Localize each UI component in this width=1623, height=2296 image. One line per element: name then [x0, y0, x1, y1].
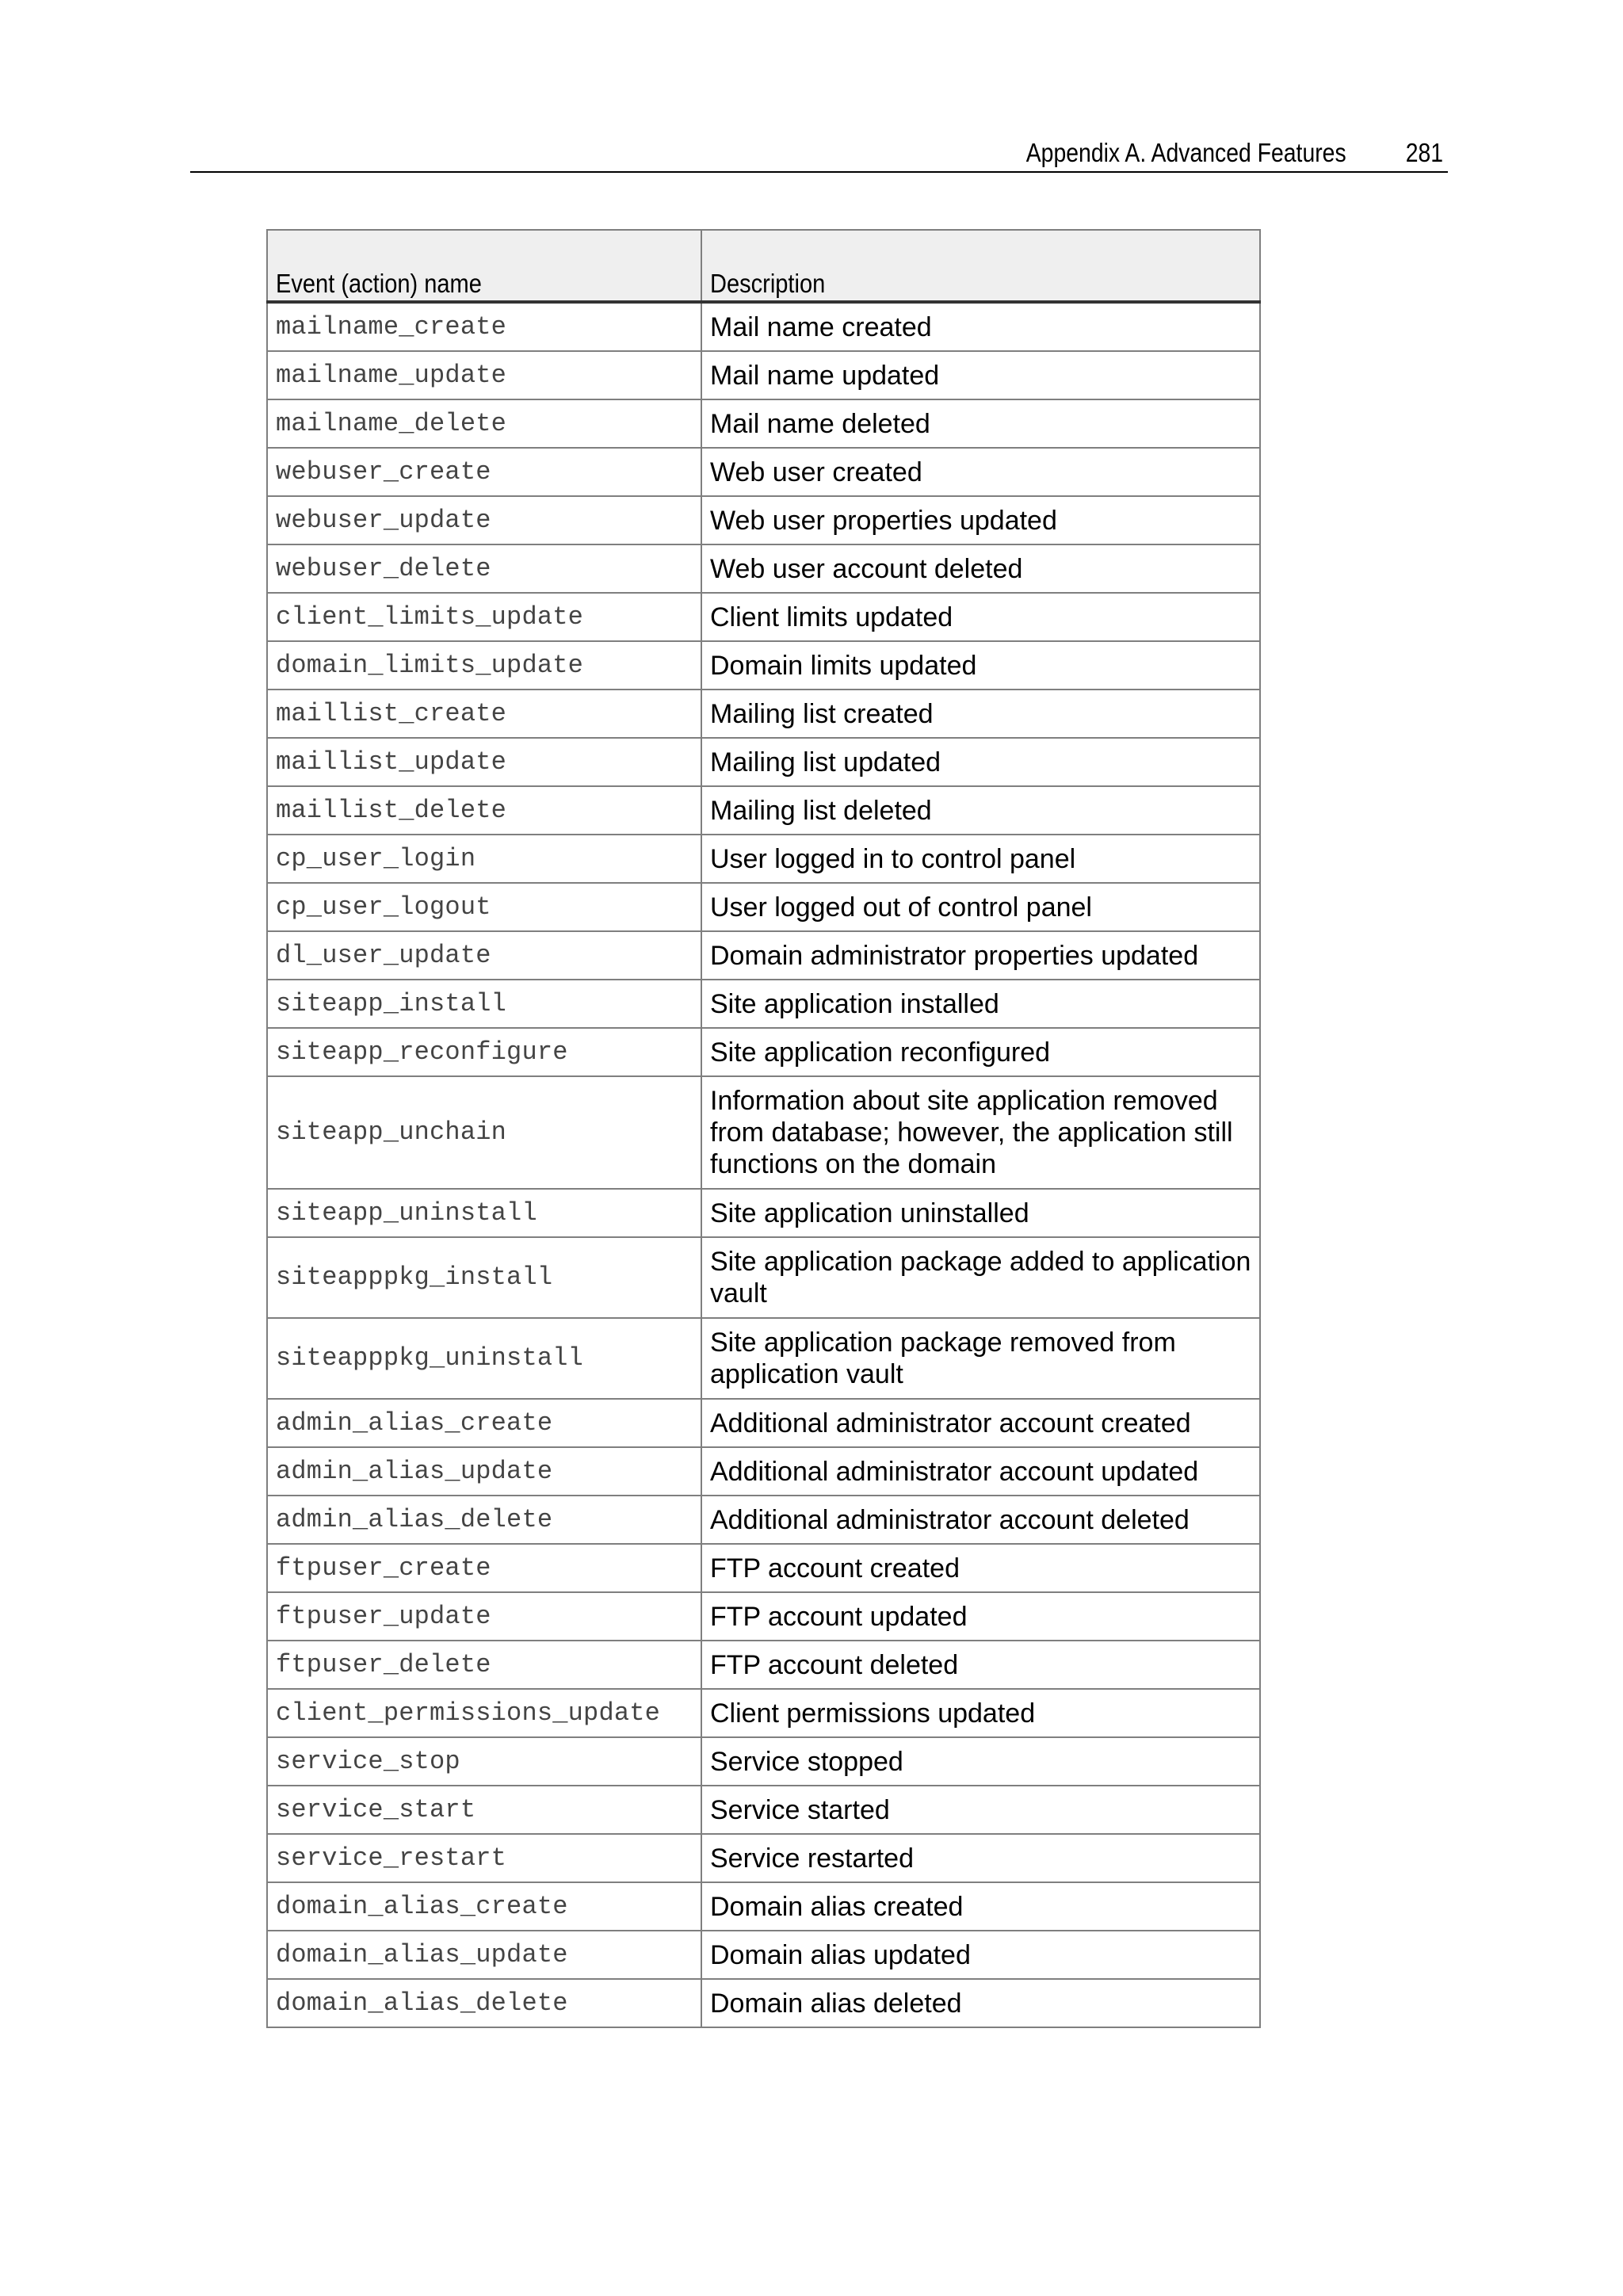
- description-cell: Mailing list updated: [701, 738, 1260, 786]
- table-row: [267, 690, 1260, 738]
- description-cell: User logged in to control panel: [701, 835, 1260, 883]
- event-name-cell: ftpuser_update: [267, 1592, 701, 1641]
- table-row: [267, 1834, 1260, 1882]
- event-name-cell: domain_limits_update: [267, 641, 701, 690]
- event-name-cell: mailname_update: [267, 351, 701, 399]
- description-cell: Mail name created: [701, 302, 1260, 351]
- event-name-cell: service_start: [267, 1786, 701, 1834]
- event-name-cell: webuser_delete: [267, 544, 701, 593]
- table-row: [267, 883, 1260, 931]
- description-cell: Domain alias updated: [701, 1931, 1260, 1979]
- event-name-cell: admin_alias_create: [267, 1399, 701, 1447]
- event-name-cell: cp_user_logout: [267, 883, 701, 931]
- column-header-description: Description: [701, 230, 1260, 302]
- event-name-cell: webuser_update: [267, 496, 701, 544]
- event-name-cell: siteapppkg_install: [267, 1237, 701, 1318]
- table-row: [267, 1786, 1260, 1834]
- description-cell: Information about site application removed from database; however, the application still functions on the domain: [701, 1076, 1260, 1189]
- description-cell: FTP account created: [701, 1544, 1260, 1592]
- table-row: [267, 593, 1260, 641]
- event-name-cell: client_permissions_update: [267, 1689, 701, 1737]
- event-name-cell: cp_user_login: [267, 835, 701, 883]
- event-name-cell: mailname_create: [267, 302, 701, 351]
- table-row: [267, 1447, 1260, 1496]
- event-name-cell: siteapp_reconfigure: [267, 1028, 701, 1076]
- table-row: [267, 1592, 1260, 1641]
- description-cell: Service started: [701, 1786, 1260, 1834]
- table-row: [267, 1189, 1260, 1237]
- table-body: [267, 302, 1260, 2027]
- description-cell: Domain limits updated: [701, 641, 1260, 690]
- description-cell: Site application reconfigured: [701, 1028, 1260, 1076]
- table-row: [267, 1544, 1260, 1592]
- event-name-cell: service_restart: [267, 1834, 701, 1882]
- event-name-cell: admin_alias_update: [267, 1447, 701, 1496]
- table-row: [267, 1641, 1260, 1689]
- event-name-cell: webuser_create: [267, 448, 701, 496]
- event-name-cell: siteapppkg_uninstall: [267, 1318, 701, 1399]
- event-name-cell: maillist_delete: [267, 786, 701, 835]
- table-row: [267, 1979, 1260, 2027]
- description-cell: Additional administrator account updated: [701, 1447, 1260, 1496]
- event-name-cell: ftpuser_create: [267, 1544, 701, 1592]
- description-cell: Mailing list created: [701, 690, 1260, 738]
- description-cell: Domain alias deleted: [701, 1979, 1260, 2027]
- table-row: [267, 738, 1260, 786]
- description-cell: Mail name updated: [701, 351, 1260, 399]
- description-cell: Service restarted: [701, 1834, 1260, 1882]
- description-cell: Mailing list deleted: [701, 786, 1260, 835]
- description-cell: Web user account deleted: [701, 544, 1260, 593]
- table-row: [267, 1076, 1260, 1189]
- table-header-row: [267, 230, 1260, 302]
- description-cell: Site application package added to application vault: [701, 1237, 1260, 1318]
- event-name-cell: domain_alias_create: [267, 1882, 701, 1931]
- description-cell: Client limits updated: [701, 593, 1260, 641]
- event-name-cell: maillist_update: [267, 738, 701, 786]
- page-header: [190, 133, 1448, 173]
- event-name-cell: siteapp_unchain: [267, 1076, 701, 1189]
- description-cell: Client permissions updated: [701, 1689, 1260, 1737]
- event-name-cell: dl_user_update: [267, 931, 701, 980]
- table-row: [267, 1931, 1260, 1979]
- table-row: [267, 931, 1260, 980]
- description-cell: Site application uninstalled: [701, 1189, 1260, 1237]
- chapter-title: Appendix A. Advanced Features: [1026, 138, 1346, 167]
- event-name-cell: admin_alias_delete: [267, 1496, 701, 1544]
- event-name-cell: siteapp_install: [267, 980, 701, 1028]
- description-cell: Service stopped: [701, 1737, 1260, 1786]
- event-name-cell: client_limits_update: [267, 593, 701, 641]
- table-row: [267, 399, 1260, 448]
- event-name-cell: mailname_delete: [267, 399, 701, 448]
- table-row: [267, 1399, 1260, 1447]
- table-row: [267, 448, 1260, 496]
- event-name-cell: siteapp_uninstall: [267, 1189, 701, 1237]
- description-cell: FTP account deleted: [701, 1641, 1260, 1689]
- description-cell: Domain alias created: [701, 1882, 1260, 1931]
- page-number: 281: [1405, 138, 1443, 167]
- event-name-cell: domain_alias_delete: [267, 1979, 701, 2027]
- table-row: [267, 641, 1260, 690]
- events-table: [266, 229, 1261, 2028]
- table-row: [267, 786, 1260, 835]
- description-cell: Mail name deleted: [701, 399, 1260, 448]
- description-cell: Web user created: [701, 448, 1260, 496]
- event-name-cell: service_stop: [267, 1737, 701, 1786]
- event-name-cell: domain_alias_update: [267, 1931, 701, 1979]
- description-cell: Additional administrator account deleted: [701, 1496, 1260, 1544]
- description-cell: User logged out of control panel: [701, 883, 1260, 931]
- table-row: [267, 1882, 1260, 1931]
- column-header-event-name: Event (action) name: [267, 230, 701, 302]
- table-row: [267, 302, 1260, 351]
- table-row: [267, 1737, 1260, 1786]
- table-row: [267, 351, 1260, 399]
- table-row: [267, 1496, 1260, 1544]
- description-cell: Site application package removed from application vault: [701, 1318, 1260, 1399]
- table-row: [267, 1237, 1260, 1318]
- table-row: [267, 835, 1260, 883]
- table-row: [267, 544, 1260, 593]
- event-name-cell: maillist_create: [267, 690, 701, 738]
- description-cell: Web user properties updated: [701, 496, 1260, 544]
- table-row: [267, 1318, 1260, 1399]
- table-row: [267, 1028, 1260, 1076]
- table-row: [267, 496, 1260, 544]
- description-cell: Site application installed: [701, 980, 1260, 1028]
- description-cell: Additional administrator account created: [701, 1399, 1260, 1447]
- table-row: [267, 980, 1260, 1028]
- table-row: [267, 1689, 1260, 1737]
- event-name-cell: ftpuser_delete: [267, 1641, 701, 1689]
- description-cell: Domain administrator properties updated: [701, 931, 1260, 980]
- description-cell: FTP account updated: [701, 1592, 1260, 1641]
